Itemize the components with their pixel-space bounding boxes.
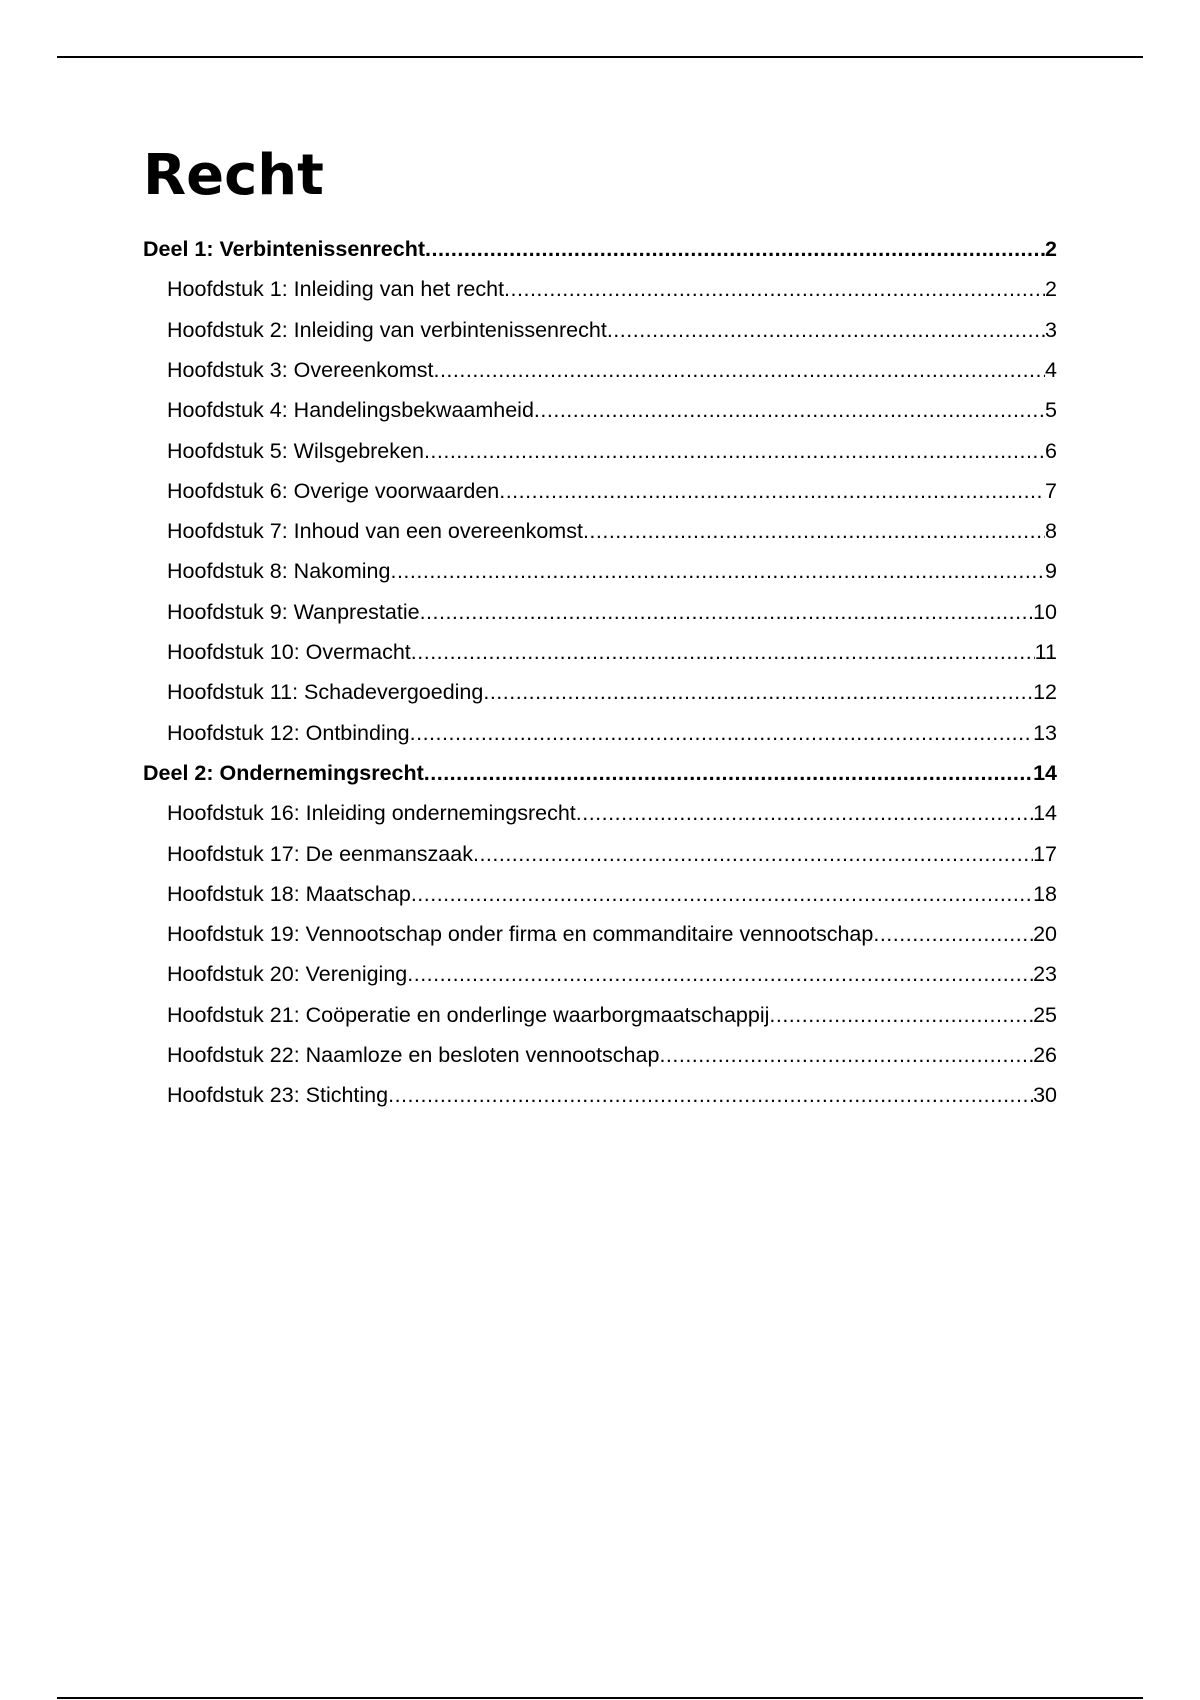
toc-dot-leader: [410, 713, 1033, 753]
toc-page-number: 25: [1033, 1002, 1057, 1027]
toc-dot-leader: [504, 269, 1045, 309]
toc-dot-leader: [411, 632, 1035, 672]
toc-chapter-entry[interactable]: [167, 1035, 1057, 1075]
toc-dot-leader: [388, 1075, 1033, 1115]
toc-page-number: 2: [1045, 237, 1057, 261]
toc-dot-leader: [873, 914, 1033, 954]
toc-entry-label: Hoofdstuk 19: Vennootschap onder firma en commanditaire vennootschap: [167, 922, 874, 947]
toc-part-entry[interactable]: [143, 753, 1057, 793]
toc-chapter-entry[interactable]: [167, 632, 1057, 672]
footer-rule: [57, 1697, 1143, 1699]
toc-entry-label: Hoofdstuk 8: Nakoming: [167, 559, 391, 584]
toc-page-number: 4: [1045, 357, 1057, 382]
toc-entry-label: Hoofdstuk 21: Coöperatie en onderlinge waarborgmaatschappij: [167, 1002, 770, 1027]
toc-page-number: 13: [1033, 720, 1057, 745]
toc-chapter-entry[interactable]: [167, 551, 1057, 591]
toc-entry-label: Hoofdstuk 3: Overeenkomst: [167, 357, 434, 382]
document-title: Recht: [143, 143, 324, 208]
toc-dot-leader: [576, 793, 1033, 833]
toc-chapter-entry[interactable]: [167, 269, 1057, 309]
toc-chapter-entry[interactable]: [167, 310, 1057, 350]
toc-entry-label: Hoofdstuk 5: Wilsgebreken: [167, 438, 424, 463]
toc-entry-label: Hoofdstuk 7: Inhoud van een overeenkomst: [167, 519, 583, 544]
toc-page-number: 5: [1045, 398, 1057, 423]
toc-chapter-entry[interactable]: [167, 390, 1057, 430]
toc-chapter-entry[interactable]: [167, 793, 1057, 833]
toc-page-number: 26: [1033, 1043, 1057, 1067]
toc-chapter-entry[interactable]: [167, 914, 1057, 954]
toc-page-number: 12: [1033, 680, 1057, 705]
toc-chapter-entry[interactable]: [167, 954, 1057, 994]
toc-page-number: 30: [1033, 1083, 1057, 1108]
toc-entry-label: Hoofdstuk 18: Maatschap: [167, 881, 411, 906]
toc-dot-leader: [433, 350, 1045, 390]
toc-chapter-entry[interactable]: [167, 834, 1057, 874]
toc-entry-label: Deel 1: Verbintenissenrecht: [143, 237, 425, 261]
toc-page-number: 11: [1034, 640, 1057, 664]
toc-dot-leader: [420, 592, 1034, 632]
toc-dot-leader: [769, 995, 1033, 1035]
toc-entry-label: Hoofdstuk 16: Inleiding ondernemingsrecht: [167, 801, 576, 826]
toc-entry-label: Hoofdstuk 1: Inleiding van het recht: [167, 277, 505, 302]
toc-page-number: 10: [1033, 599, 1057, 624]
toc-chapter-entry[interactable]: [167, 995, 1057, 1035]
toc-chapter-entry[interactable]: [167, 511, 1057, 551]
toc-entry-label: Deel 2: Ondernemingsrecht: [143, 760, 424, 785]
toc-entry-label: Hoofdstuk 20: Vereniging: [167, 962, 408, 987]
toc-dot-leader: [411, 874, 1033, 914]
toc-entry-label: Hoofdstuk 4: Handelingsbekwaamheid: [167, 398, 534, 423]
toc-chapter-entry[interactable]: [167, 672, 1057, 712]
header-rule: [57, 56, 1143, 58]
toc-page-number: 14: [1033, 801, 1057, 826]
toc-dot-leader: [390, 551, 1045, 591]
toc-chapter-entry[interactable]: [167, 874, 1057, 914]
toc-chapter-entry[interactable]: [167, 350, 1057, 390]
toc-dot-leader: [583, 511, 1045, 551]
toc-dot-leader: [407, 954, 1033, 994]
toc-chapter-entry[interactable]: [167, 431, 1057, 471]
toc-entry-label: Hoofdstuk 17: De eenmanszaak: [167, 841, 473, 866]
toc-page-number: 18: [1033, 881, 1057, 906]
toc-page-number: 14: [1033, 760, 1057, 785]
toc-page-number: 7: [1045, 478, 1057, 503]
toc-part-entry[interactable]: [143, 229, 1057, 269]
toc-entry-label: Hoofdstuk 9: Wanprestatie: [167, 599, 420, 624]
toc-chapter-entry[interactable]: [167, 713, 1057, 753]
toc-dot-leader: [607, 310, 1045, 350]
toc-dot-leader: [659, 1035, 1033, 1075]
toc-page-number: 23: [1033, 962, 1057, 987]
toc-chapter-entry[interactable]: [167, 471, 1057, 511]
toc-page-number: 9: [1045, 559, 1057, 584]
toc-entry-label: Hoofdstuk 11: Schadevergoeding: [167, 680, 484, 705]
toc-page-number: 2: [1045, 277, 1057, 302]
toc-dot-leader: [424, 431, 1045, 471]
toc-dot-leader: [534, 390, 1045, 430]
toc-entry-label: Hoofdstuk 22: Naamloze en besloten vennootschap: [167, 1043, 660, 1067]
toc-chapter-entry[interactable]: [167, 1075, 1057, 1115]
toc-entry-label: Hoofdstuk 23: Stichting: [167, 1083, 389, 1108]
toc-entry-label: Hoofdstuk 6: Overige voorwaarden: [167, 478, 500, 503]
toc-dot-leader: [425, 229, 1045, 269]
toc-entry-label: Hoofdstuk 12: Ontbinding: [167, 720, 410, 745]
toc-chapter-entry[interactable]: [167, 592, 1057, 632]
toc-dot-leader: [424, 753, 1033, 793]
toc-entry-label: Hoofdstuk 2: Inleiding van verbintenissenrecht: [167, 317, 607, 342]
toc-page-number: 20: [1033, 922, 1057, 947]
toc-entry-label: Hoofdstuk 10: Overmacht: [167, 640, 411, 664]
toc-page-number: 8: [1045, 519, 1057, 544]
toc-dot-leader: [473, 834, 1033, 874]
toc-page-number: 3: [1045, 317, 1057, 342]
toc-dot-leader: [483, 672, 1033, 712]
toc-page-number: 17: [1033, 841, 1057, 866]
toc-dot-leader: [499, 471, 1045, 511]
toc-page-number: 6: [1045, 438, 1057, 463]
